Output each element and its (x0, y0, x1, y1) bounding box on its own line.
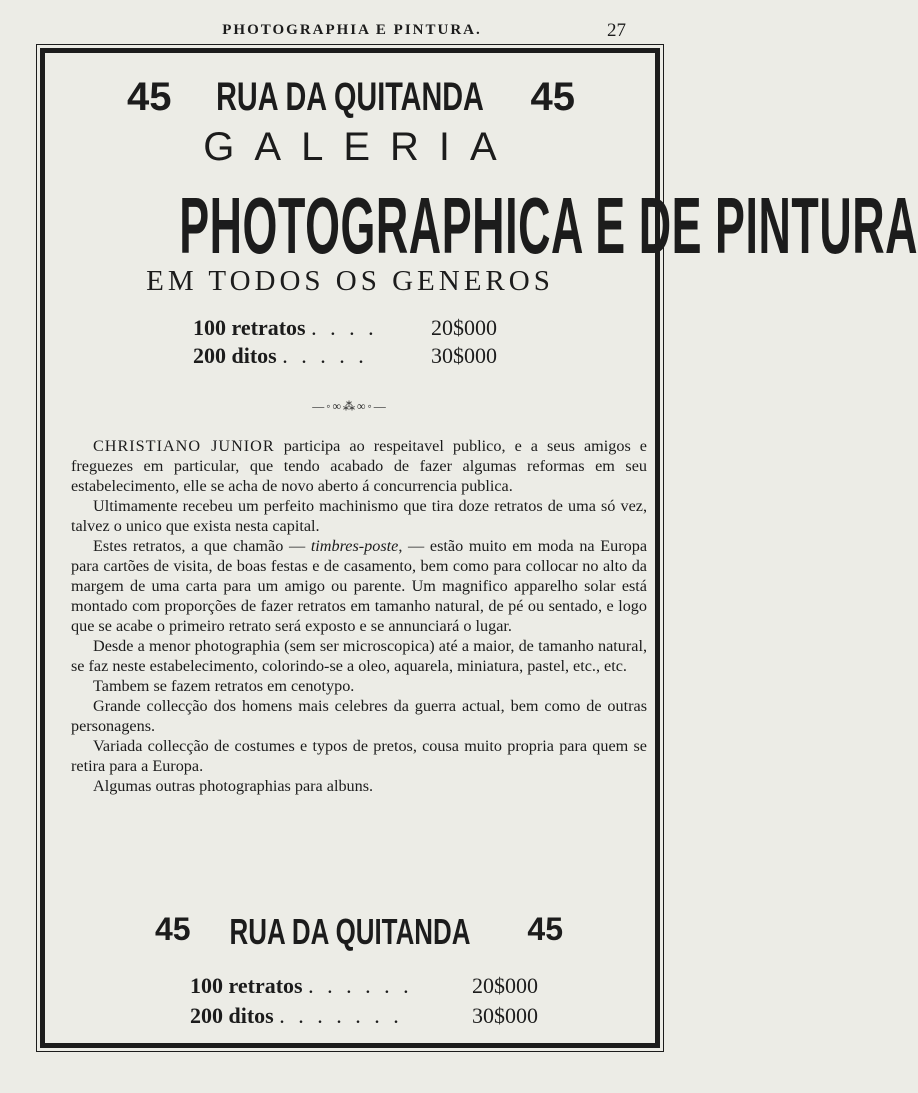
paragraph-3-text: , — estão muito em moda na Europa para cartões de visita, de boas festas e de casamento, bem como para collocar no alto da margem de uma carta para um amigo ou parente. Um magnifico apparelho solar está montado com proporções de fazer retratos em tamanho natural, de pé ou sentado, e logo que se acabe o primeiro retrato será exposto e se annunciará o lugar. (71, 537, 648, 635)
price-value: 20$000 (431, 315, 497, 340)
price-label: 200 ditos (190, 1003, 274, 1028)
paragraph-3 (71, 536, 647, 636)
header-street: RUA DA QUITANDA (216, 75, 484, 119)
header-number-right: 45 (530, 75, 575, 119)
paragraph-4: Desde a menor photographia (sem ser microscopica) até a maior, de tamanho natural, se faz neste estabelecimento, colorindo-se a oleo, aquarela, miniatura, pastel, etc., etc. (71, 637, 647, 675)
footer-address (45, 911, 655, 955)
page-number: 27 (607, 20, 626, 41)
footer-number-right: 45 (527, 911, 563, 947)
price-dots: . . . . . (282, 343, 368, 368)
price-value: 30$000 (472, 1003, 538, 1028)
paragraph-5: Tambem se fazem retratos em cenotypo. (93, 677, 355, 695)
advertisement-frame (40, 48, 918, 1048)
price-row-top-2 (193, 343, 497, 369)
price-dots: . . . . . . . (279, 1003, 403, 1028)
price-row-bottom-2 (190, 1003, 538, 1029)
paragraph-7: Variada collecção de costumes e typos de pretos, cousa muito propria para quem se retira para a Europa. (71, 737, 647, 775)
footer-number-left: 45 (155, 911, 191, 947)
footer-street: RUA DA QUITANDA (229, 911, 471, 952)
paragraph-8: Algumas outras photographias para albuns. (93, 777, 374, 795)
subtitle: EM TODOS OS GENEROS (146, 265, 554, 297)
ornament-divider: —◦∞⁂∞◦— (312, 399, 388, 413)
paragraph-1-text: participa ao respeitavel publico, e a seus amigos e freguezes em particular, que tendo acabado de fazer algumas reformas em seu estabelecimento, elle se acha de novo aberto á concurrencia publica. (71, 437, 647, 495)
header-number-left: 45 (127, 75, 172, 119)
running-head (0, 22, 704, 44)
paragraph-3-start: Estes retratos, a que chamão — (93, 537, 311, 555)
paragraph-3-italic: timbres-poste (310, 537, 399, 555)
running-title: PHOTOGRAPHIA E PINTURA. (222, 22, 482, 38)
price-label: 100 retratos (193, 315, 306, 340)
advertiser-name: CHRISTIANO JUNIOR (93, 437, 275, 455)
body-text (71, 436, 647, 796)
price-label: 100 retratos (190, 973, 303, 998)
paragraph-2: Ultimamente recebeu um perfeito machinismo que tira doze retratos de uma só vez, talvez o unico que exista nesta capital. (71, 497, 647, 535)
price-value: 20$000 (472, 973, 538, 998)
paragraph-1 (71, 436, 647, 496)
header-address (45, 75, 655, 119)
paragraph-6: Grande collecção dos homens mais celebres da guerra actual, bem como de outras personagens. (71, 697, 647, 735)
price-label: 200 ditos (193, 343, 277, 368)
price-row-bottom-1 (190, 973, 538, 999)
price-row-top-1 (193, 315, 497, 341)
price-dots: . . . . . . (308, 973, 413, 998)
galeria-heading: GALERIA (203, 125, 517, 169)
main-title: PHOTOGRAPHICA E DE PINTURA (179, 181, 918, 270)
price-value: 30$000 (431, 343, 497, 368)
price-dots: . . . . (311, 315, 378, 340)
